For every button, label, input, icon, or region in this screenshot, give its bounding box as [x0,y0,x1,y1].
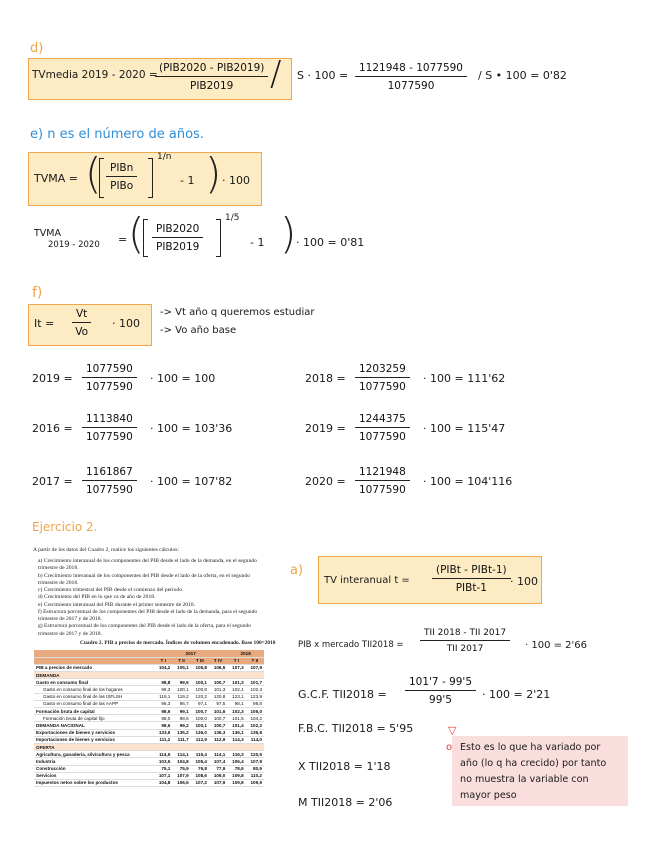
table-cell [209,743,227,750]
table-cell: 136,8 [246,729,264,736]
table-cell: 101,4 [227,722,245,729]
ejercicio-2-heading: Ejercicio 2. [32,520,98,534]
f-numerator: Vt [72,308,91,323]
e-times-1: · 100 [222,174,250,187]
table-cell: 97,1 [191,700,209,707]
table-cell: 80,9 [246,765,264,772]
table-quarter-header-row [34,657,264,664]
table-cell: 112,9 [209,736,227,743]
a2-denominator: PIBt-1 [455,582,487,594]
table-cell [191,672,209,679]
table-cell: 116,3 [227,751,245,758]
table-cell: 120,8 [209,693,227,700]
table-cell: 98,8 [246,700,264,707]
table-cell: 96,3 [154,700,172,707]
table-row-label: Formación bruta de capital [34,708,154,715]
table-cell: 99,1 [172,708,190,715]
table-row [34,664,264,671]
a2-calc4: X TII2018 = 1'18 [298,760,391,773]
table-cell: 98,1 [227,700,245,707]
e-numerator-1: PIBn [106,162,137,177]
table-row-label: Exportaciones de bienes y servicios [34,729,154,736]
f-row-year: 2017 = [32,475,73,488]
f-lhs: It = [34,317,55,330]
table-cell: 106,4 [227,758,245,765]
table-row-label: Impuestos netos sobre los productos [34,779,154,786]
table-header-cell: 2018 [227,650,264,657]
table-year-header-row [34,650,264,657]
table-cell: 75,1 [154,765,172,772]
table-cell: 100,8 [191,686,209,693]
table-cell: 104,2 [246,715,264,722]
table-cell: 102,3 [246,686,264,693]
table-row-label: Formación bruta de capital fijo [34,715,154,722]
a2-calc3: F.B.C. TII2018 = 5'95 [298,722,414,735]
table-body [34,664,264,786]
d-denominator-2: 1077590 [387,80,435,92]
table-row-label: DEMANDA [34,672,154,679]
table-header-cell: T III [191,657,209,664]
f-row-denominator: 1077590 [86,381,133,393]
d-lhs: TVmedia 2019 - 2020 = [32,69,158,81]
table-row [34,772,264,779]
table-cell [191,743,209,750]
table-row [34,679,264,686]
table-cell: 109,0 [209,772,227,779]
table-cell: 100,1 [172,686,190,693]
e-bracket-open-2 [143,219,148,257]
table-cell [172,743,190,750]
e-minus-1: - 1 [180,174,195,187]
f-row-numerator: 1161867 [82,466,137,481]
table-row [34,700,264,707]
e-paren-close-1: ) [205,149,222,198]
d-fraction [155,62,268,92]
a2-calc1-lhs: PIB x mercado TII2018 = [298,640,404,650]
table-cell: 108,6 [191,772,209,779]
e-fraction-1 [106,162,137,192]
ejercicio-2-item: g) Estructura porcentual de los componentes del PIB desde el lado de la oferta, para el segundo trimestre de 2017 y de 2018. [38,623,251,637]
table-cell: 105,4 [191,758,209,765]
table-cell: 98,8 [154,679,172,686]
table-cell: 105,1 [172,664,190,671]
table-cell: 107,9 [172,772,190,779]
e-lhs-2-top: TVMA [34,228,61,239]
table-row [34,686,264,693]
table-row [34,672,264,679]
table-cell: 114,3 [227,736,245,743]
e-minus-2: - 1 [250,236,265,249]
table-cell: 104,8 [154,779,172,786]
d-slash: / [270,54,282,94]
f-row-result: · 100 = 107'82 [150,475,233,488]
e-denominator-2: PIB2019 [156,241,200,253]
table-row [34,758,264,765]
table-cell: 101,5 [227,715,245,722]
table-cell [172,672,190,679]
a2-calc5: M TII2018 = 2'06 [298,796,393,809]
table-cell: 109,8 [227,779,245,786]
table-cell: 98,0 [154,715,172,722]
table-cell: 76,8 [191,765,209,772]
e-exponent-2: 1/5 [225,213,240,223]
f-row-denominator: 1077590 [359,381,406,393]
table-cell: 97,5 [209,700,227,707]
table-cell: 101,3 [227,679,245,686]
table-header-cell: T I [154,657,172,664]
f-row-result: · 100 = 115'47 [423,422,506,435]
table-cell: 109,8 [227,772,245,779]
a2-calc1-numerator: TII 2018 - TII 2017 [420,628,510,641]
table-cell: 123,9 [246,693,264,700]
table-cell: 107,9 [209,779,227,786]
table-cell: 111,2 [154,736,172,743]
table-cell: 135,2 [172,729,190,736]
table-header-cell: T II [172,657,190,664]
f-row-result: · 100 = 104'116 [423,475,513,488]
table-row-label: Agricultura, ganadería, silvicultura y pesca [34,751,154,758]
table-cell: 100,0 [191,715,209,722]
table-cell: 105,8 [191,664,209,671]
section-d-letter: d) [30,41,44,56]
table-row-label: OFERTA [34,743,154,750]
f-row-year: 2019 = [305,422,346,435]
table-cell: 115,4 [191,751,209,758]
table-cell: 119,2 [172,693,190,700]
f-row-numerator: 1203259 [355,363,410,378]
table-row-label: Gasto en consumo final [34,679,154,686]
ejercicio-2-item: b) Crecimiento interanual de los componentes del PIB desde el lado de la oferta, en el segundo trimestre de 2018. [38,572,251,586]
a2-calc1-denominator: TII 2017 [446,644,484,654]
e-eq-2: = [118,233,128,246]
f-row-fraction [82,466,137,496]
f-row-result: · 100 = 100 [150,372,216,385]
table-row [34,779,264,786]
table-cell: 112,9 [191,736,209,743]
table-cell: 103,5 [154,758,172,765]
table-cell [209,672,227,679]
a2-numerator: (PIBt - PIBt-1) [432,564,511,579]
warning-icon: ▽ [448,724,457,737]
table-cell: 136,1 [227,729,245,736]
table-row [34,722,264,729]
note-text: Esto es lo que ha variado por año (lo q ha crecido) por tanto no muestra la variable con mayor peso [460,742,607,801]
table-header-cell: 2017 [154,650,227,657]
f-times: · 100 [112,317,140,330]
table-cell: 114,1 [209,751,227,758]
e-numerator-2: PIB2020 [152,223,203,238]
table-header-cell [34,650,154,657]
table-cell: 106,5 [209,664,227,671]
f-note-1: -> Vt año q queremos estudiar [160,307,315,318]
table-cell: 104,8 [172,758,190,765]
e-exponent-1: 1/n [157,152,172,162]
table-row-label: Gasto en consumo final de los hogares [34,686,154,693]
table-cell [154,672,172,679]
f-row-denominator: 1077590 [359,431,406,443]
d-s-times: S · 100 = [297,69,349,82]
table-header-cell: T I [227,657,245,664]
e-paren-open-2: ( [128,209,145,258]
section-e-heading: e) n es el número de años. [30,127,204,142]
table-row [34,736,264,743]
table-cell: 123,1 [227,693,245,700]
table-cell: 106,6 [172,779,190,786]
table-cell: 114,0 [246,736,264,743]
table-cell: 107,4 [209,758,227,765]
table-row [34,729,264,736]
table-cell: 96,7 [172,700,190,707]
ejercicio-2-item: a) Crecimiento interanual de los componentes del PIB desde el lado de la demanda, en el segundo trimestre de 2018. [38,558,257,572]
e-denominator-1: PIBo [110,180,134,192]
table-cell: 98,6 [154,708,172,715]
f-note-2: -> Vo año base [160,325,237,336]
table-cell: 114,5 [154,751,172,758]
table-cell: 102,1 [227,686,245,693]
table-cell: 136,0 [191,729,209,736]
table-cell [227,672,245,679]
table-cell: 107,1 [154,772,172,779]
table-cell: 105,0 [246,708,264,715]
table-cell: 75,9 [172,765,190,772]
table-header-cell: T IV [209,657,227,664]
table-cell [227,743,245,750]
a2-times: · 100 [510,575,538,588]
f-row-numerator: 1077590 [82,363,137,378]
e-bracket-close-1 [148,158,153,198]
f-row-year: 2020 = [305,475,346,488]
f-row-year: 2018 = [305,372,346,385]
f-row-fraction [355,413,410,443]
e-paren-open-1: ( [85,149,102,198]
table-row-label: Construcción [34,765,154,772]
table-row-label: Gasto en consumo final de las AAPP [34,700,154,707]
table-row-label: PIB a precios de mercado [34,664,154,671]
table-cell: 99,3 [154,686,172,693]
table-title: Cuadro 2. PIB a precios de mercado. Índices de volumen encadenado. Base 100=2010 [80,640,276,646]
e-result-2: · 100 = 0'81 [296,236,365,249]
f-row-numerator: 1121948 [355,466,410,481]
table-cell: 99,5 [172,679,190,686]
f-row-fraction [355,466,410,496]
table-row-label: Servicios [34,772,154,779]
d-fraction-2 [355,62,467,92]
table-header-cell [34,657,154,664]
table-header-cell: T II [246,657,264,664]
bullet-icon: o [446,742,453,753]
table-cell: 107,2 [191,779,209,786]
table-cell: 100,7 [209,679,227,686]
f-row-fraction [82,413,137,443]
a2-calc1-result: · 100 = 2'66 [525,640,588,651]
table-cell: 107,9 [246,664,264,671]
table-cell: 110,2 [246,772,264,779]
f-row-year: 2019 = [32,372,73,385]
table-cell: 100,1 [191,722,209,729]
section-f-letter: f) [32,285,43,301]
ejercicio-2-item-list [38,558,264,638]
table-row-label: DEMANDA NACIONAL [34,722,154,729]
a2-calc2-result: · 100 = 2'21 [482,688,551,701]
f-row-result: · 100 = 103'36 [150,422,233,435]
ejercicio-2-item: c) Crecimiento trimestral del PIB desde el comienzo del periodo. [38,587,184,594]
f-row-numerator: 1244375 [355,413,410,428]
a2-fraction [432,564,511,594]
a2-calc2-denominator: 99'5 [429,694,452,706]
table-row-label: Industria [34,758,154,765]
table-row [34,693,264,700]
a2-letter: a) [290,563,304,578]
table-cell: 77,9 [209,765,227,772]
table-cell: 102,3 [227,708,245,715]
d-denominator: PIB2019 [190,80,234,92]
f-fraction [72,308,91,338]
d-numerator: (PIB2020 - PIB2019) [155,62,268,77]
e-paren-close-2: ) [280,209,297,258]
e-bracket-open-1 [99,158,104,198]
f-denominator: Vo [75,326,89,338]
table-cell: 118,1 [154,693,172,700]
table-cell: 100,7 [209,715,227,722]
table-cell: 101,7 [246,679,264,686]
f-row-fraction [355,363,410,393]
f-row-year: 2016 = [32,422,73,435]
table-row [34,751,264,758]
table-cell: 111,7 [172,736,190,743]
table-cell: 101,3 [209,686,227,693]
table-cell: 120,6 [246,751,264,758]
table-cell [246,743,264,750]
a2-calc1-fraction [420,628,510,654]
table-cell: 100,7 [191,708,209,715]
pib-table [34,650,264,787]
f-row-denominator: 1077590 [86,431,133,443]
a2-calc2-numerator: 101'7 - 99'5 [405,676,476,691]
table-row-label: Importaciones de bienes y servicios [34,736,154,743]
table-row-label: Gasto en consumo final de las ISFLSH [34,693,154,700]
e-fraction-2 [152,223,203,253]
table-row [34,708,264,715]
f-row-result: · 100 = 111'62 [423,372,506,385]
f-row-denominator: 1077590 [359,484,406,496]
f-row-numerator: 1113840 [82,413,137,428]
table-cell: 98,6 [172,715,190,722]
table-cell: 101,6 [209,708,227,715]
f-row-fraction [82,363,137,393]
table-cell: 99,2 [172,722,190,729]
table-cell: 104,2 [154,664,172,671]
ejercicio-2-intro: A partir de los datos del Cuadro 2, realice los siguientes cálculos: [33,547,180,553]
table-cell: 107,9 [246,758,264,765]
table-row [34,743,264,750]
table-cell: 114,1 [172,751,190,758]
table-cell [154,743,172,750]
a2-calc2-fraction [405,676,476,706]
table-cell: 133,6 [154,729,172,736]
ejercicio-2-item: e) Crecimiento interanual del PIB durante el primer semestre de 2018. [38,601,196,608]
table-cell: 100,1 [191,679,209,686]
table-cell: 120,2 [191,693,209,700]
ejercicio-2-item: f) Estructura porcentual de los componentes del PIB desde el lado de la demanda, para el segundo trimestre de 2017 y de 2018. [38,608,258,623]
a2-lhs: TV interanual t = [324,575,410,586]
table-row [34,765,264,772]
a2-calc2-lhs: G.C.F. TII2018 = [298,688,387,701]
e-lhs-2-bottom: 2019 - 2020 [48,240,100,250]
e-lhs-1: TVMA = [34,172,78,185]
table-cell [246,672,264,679]
table-cell: 98,6 [154,722,172,729]
table-cell: 78,6 [227,765,245,772]
d-numerator-2: 1121948 - 1077590 [355,62,467,77]
table-cell: 100,7 [209,722,227,729]
table-row [34,715,264,722]
f-row-denominator: 1077590 [86,484,133,496]
ejercicio-2-item: d) Crecimiento del PIB en lo que va de año de 2018. [38,594,156,601]
e-bracket-close-2 [216,219,221,257]
d-result: / S • 100 = 0'82 [478,69,567,82]
table-cell: 136,3 [209,729,227,736]
table-cell: 102,2 [246,722,264,729]
table-cell: 107,3 [227,664,245,671]
table-cell: 109,9 [246,779,264,786]
